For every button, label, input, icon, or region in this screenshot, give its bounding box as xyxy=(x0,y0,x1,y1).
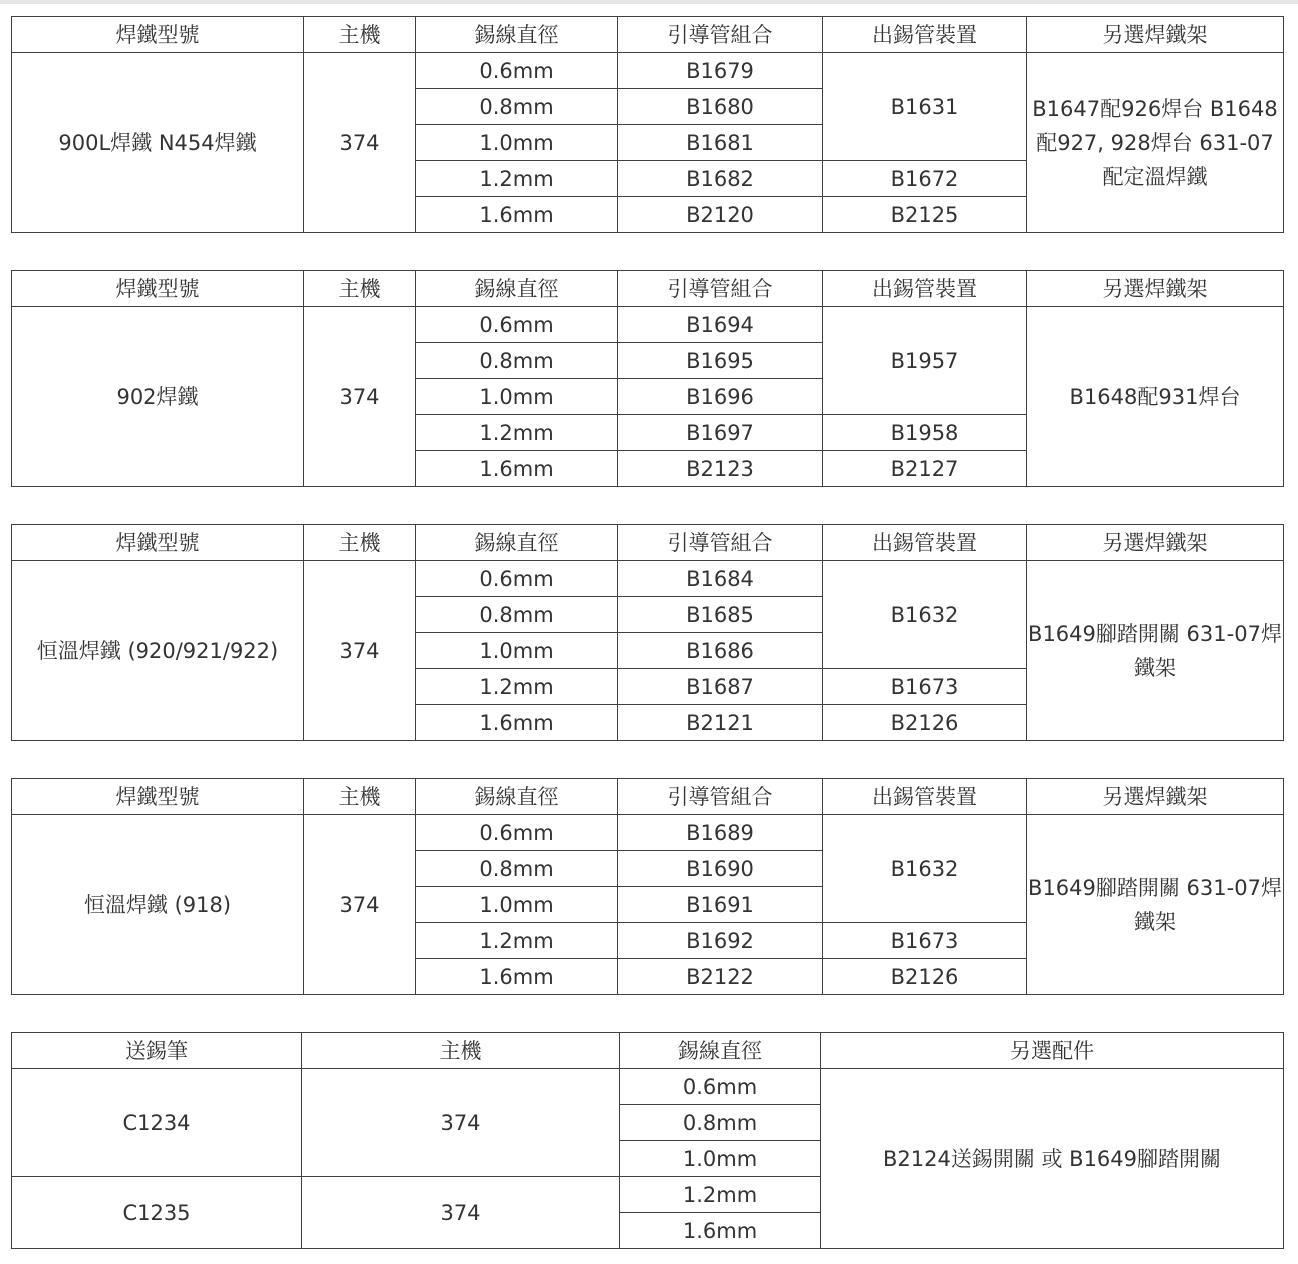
header-model: 焊鐵型號 xyxy=(12,779,304,815)
diameter-cell: 1.0mm xyxy=(416,633,618,669)
diameter-cell: 1.6mm xyxy=(620,1213,821,1249)
host-cell: 374 xyxy=(304,815,416,995)
stand-cell: B1648配931焊台 xyxy=(1027,307,1284,487)
table-header-row xyxy=(12,271,1284,307)
outlet-cell: B2126 xyxy=(823,705,1027,741)
header-host: 主機 xyxy=(302,1033,620,1069)
stand-cell: B1649腳踏開關 631-07焊鐵架 xyxy=(1027,815,1284,995)
guide-tube-cell: B1694 xyxy=(618,307,823,343)
header-guide-tube: 引導管組合 xyxy=(618,779,823,815)
diameter-cell: 0.6mm xyxy=(416,815,618,851)
accessory-cell: B2124送錫開關 或 B1649腳踏開關 xyxy=(821,1069,1284,1249)
host-cell: 374 xyxy=(304,307,416,487)
header-pen: 送錫筆 xyxy=(12,1033,302,1069)
diameter-cell: 1.6mm xyxy=(416,451,618,487)
diameter-cell: 1.0mm xyxy=(416,379,618,415)
guide-tube-cell: B1682 xyxy=(618,161,823,197)
outlet-cell: B1672 xyxy=(823,161,1027,197)
header-stand: 另選焊鐵架 xyxy=(1027,271,1284,307)
diameter-cell: 0.8mm xyxy=(620,1105,821,1141)
guide-tube-cell: B1679 xyxy=(618,53,823,89)
guide-tube-cell: B2122 xyxy=(618,959,823,995)
diameter-cell: 1.0mm xyxy=(416,887,618,923)
diameter-cell: 1.2mm xyxy=(416,161,618,197)
outlet-cell: B2126 xyxy=(823,959,1027,995)
header-outlet: 出錫管裝置 xyxy=(823,17,1027,53)
diameter-cell: 1.6mm xyxy=(416,197,618,233)
table-header-row xyxy=(12,525,1284,561)
diameter-cell: 0.8mm xyxy=(416,597,618,633)
diameter-cell: 0.8mm xyxy=(416,89,618,125)
model-cell: 恒溫焊鐵 (918) xyxy=(12,815,304,995)
header-host: 主機 xyxy=(304,779,416,815)
guide-tube-cell: B1692 xyxy=(618,923,823,959)
guide-tube-cell: B1690 xyxy=(618,851,823,887)
diameter-cell: 1.0mm xyxy=(416,125,618,161)
spec-table-3 xyxy=(11,524,1284,741)
header-host: 主機 xyxy=(304,271,416,307)
header-outlet: 出錫管裝置 xyxy=(823,271,1027,307)
header-diameter: 錫線直徑 xyxy=(416,17,618,53)
table-header-row xyxy=(12,17,1284,53)
guide-tube-cell: B1684 xyxy=(618,561,823,597)
diameter-cell: 0.6mm xyxy=(416,53,618,89)
header-model: 焊鐵型號 xyxy=(12,17,304,53)
stand-cell: B1649腳踏開關 631-07焊鐵架 xyxy=(1027,561,1284,741)
diameter-cell: 0.8mm xyxy=(416,343,618,379)
guide-tube-cell: B2123 xyxy=(618,451,823,487)
header-guide-tube: 引導管組合 xyxy=(618,271,823,307)
spec-table-1 xyxy=(11,16,1284,233)
table-row xyxy=(12,815,1284,851)
guide-tube-cell: B1681 xyxy=(618,125,823,161)
host-cell: 374 xyxy=(304,53,416,233)
pen-cell: C1235 xyxy=(12,1177,302,1249)
diameter-cell: 1.2mm xyxy=(620,1177,821,1213)
outlet-cell: B1631 xyxy=(823,53,1027,161)
header-host: 主機 xyxy=(304,525,416,561)
header-outlet: 出錫管裝置 xyxy=(823,525,1027,561)
model-cell: 900L焊鐵 N454焊鐵 xyxy=(12,53,304,233)
outlet-cell: B2127 xyxy=(823,451,1027,487)
outlet-cell: B1632 xyxy=(823,561,1027,669)
spec-table-4 xyxy=(11,778,1284,995)
top-divider xyxy=(0,0,1298,4)
header-guide-tube: 引導管組合 xyxy=(618,525,823,561)
outlet-cell: B1673 xyxy=(823,669,1027,705)
outlet-cell: B1958 xyxy=(823,415,1027,451)
diameter-cell: 1.2mm xyxy=(416,415,618,451)
table-row xyxy=(12,561,1284,597)
guide-tube-cell: B1691 xyxy=(618,887,823,923)
diameter-cell: 0.6mm xyxy=(620,1069,821,1105)
stand-cell: B1647配926焊台 B1648配927, 928焊台 631-07配定溫焊鐵 xyxy=(1027,53,1284,233)
diameter-cell: 1.6mm xyxy=(416,959,618,995)
header-diameter: 錫線直徑 xyxy=(620,1033,821,1069)
outlet-cell: B1957 xyxy=(823,307,1027,415)
header-model: 焊鐵型號 xyxy=(12,525,304,561)
table-header-row xyxy=(12,1033,1284,1069)
header-diameter: 錫線直徑 xyxy=(416,271,618,307)
diameter-cell: 1.2mm xyxy=(416,669,618,705)
outlet-cell: B1673 xyxy=(823,923,1027,959)
outlet-cell: B2125 xyxy=(823,197,1027,233)
model-cell: 恒溫焊鐵 (920/921/922) xyxy=(12,561,304,741)
feeder-table xyxy=(11,1032,1284,1249)
guide-tube-cell: B1695 xyxy=(618,343,823,379)
diameter-cell: 1.0mm xyxy=(620,1141,821,1177)
guide-tube-cell: B1687 xyxy=(618,669,823,705)
guide-tube-cell: B2120 xyxy=(618,197,823,233)
model-cell: 902焊鐵 xyxy=(12,307,304,487)
header-diameter: 錫線直徑 xyxy=(416,779,618,815)
header-diameter: 錫線直徑 xyxy=(416,525,618,561)
table-header-row xyxy=(12,779,1284,815)
diameter-cell: 1.6mm xyxy=(416,705,618,741)
header-model: 焊鐵型號 xyxy=(12,271,304,307)
guide-tube-cell: B1696 xyxy=(618,379,823,415)
pen-cell: C1234 xyxy=(12,1069,302,1177)
diameter-cell: 0.8mm xyxy=(416,851,618,887)
host-cell: 374 xyxy=(302,1069,620,1177)
spec-table-2 xyxy=(11,270,1284,487)
header-stand: 另選焊鐵架 xyxy=(1027,525,1284,561)
diameter-cell: 0.6mm xyxy=(416,307,618,343)
guide-tube-cell: B1689 xyxy=(618,815,823,851)
table-row xyxy=(12,307,1284,343)
diameter-cell: 0.6mm xyxy=(416,561,618,597)
table-row xyxy=(12,1069,1284,1105)
header-guide-tube: 引導管組合 xyxy=(618,17,823,53)
header-stand: 另選焊鐵架 xyxy=(1027,17,1284,53)
guide-tube-cell: B2121 xyxy=(618,705,823,741)
header-accessory: 另選配件 xyxy=(821,1033,1284,1069)
header-outlet: 出錫管裝置 xyxy=(823,779,1027,815)
outlet-cell: B1632 xyxy=(823,815,1027,923)
table-row xyxy=(12,53,1284,89)
guide-tube-cell: B1680 xyxy=(618,89,823,125)
guide-tube-cell: B1685 xyxy=(618,597,823,633)
header-stand: 另選焊鐵架 xyxy=(1027,779,1284,815)
header-host: 主機 xyxy=(304,17,416,53)
guide-tube-cell: B1686 xyxy=(618,633,823,669)
host-cell: 374 xyxy=(304,561,416,741)
diameter-cell: 1.2mm xyxy=(416,923,618,959)
host-cell: 374 xyxy=(302,1177,620,1249)
guide-tube-cell: B1697 xyxy=(618,415,823,451)
